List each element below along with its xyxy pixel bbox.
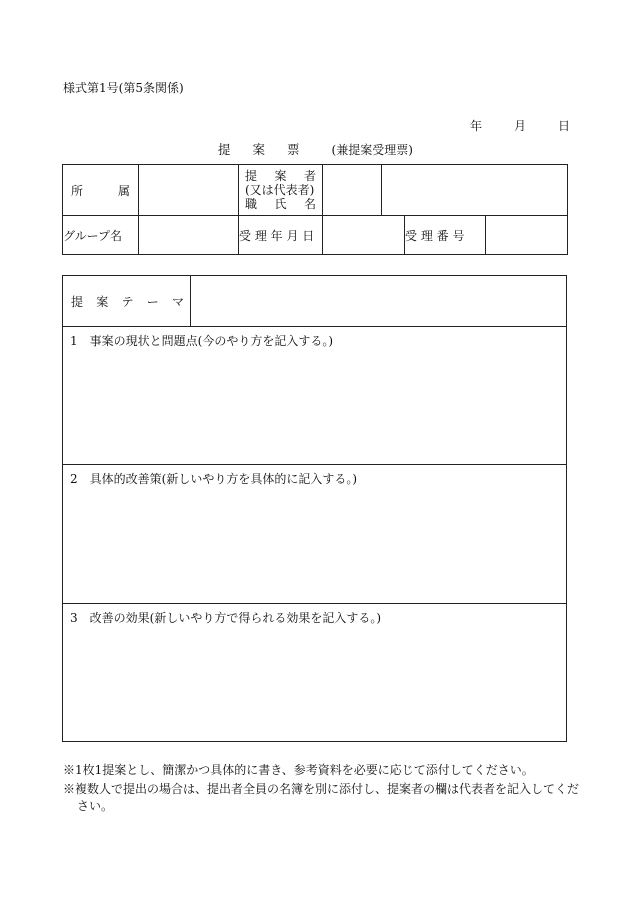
proposer-label-line3: [245, 197, 316, 211]
proposer-label-char: 職: [245, 197, 258, 211]
proposer-label-char: 者: [303, 169, 316, 183]
improvement-effect-section[interactable]: [62, 603, 567, 742]
year-label: 年: [470, 119, 483, 133]
received-number-input[interactable]: [486, 216, 568, 255]
group-name-input[interactable]: [139, 216, 239, 255]
affiliation-label-cell: [63, 165, 139, 216]
proposal-theme-row: [62, 275, 567, 327]
proposer-label-line2: (又は代表者): [245, 183, 315, 197]
theme-label-char: テ: [121, 294, 134, 309]
affiliation-label-char: 所: [71, 183, 84, 198]
theme-label-char: マ: [171, 294, 184, 309]
proposer-name-input[interactable]: [382, 165, 568, 216]
note-multiple-submitters: ※複数人で提出の場合は、提出者全員の名簿を別に添付し、提案者の欄は代表者を記入してください。: [63, 782, 580, 813]
form-title: [218, 143, 413, 157]
theme-label-char: 提: [71, 294, 84, 309]
received-number-label: 受 理 番 号: [405, 216, 486, 255]
date-line: [470, 119, 570, 133]
current-situation-heading: 1 事案の現状と問題点(今のやり方を記入する。): [70, 334, 333, 348]
proposer-title-input[interactable]: [323, 165, 382, 216]
affiliation-input[interactable]: [139, 165, 239, 216]
proposer-label-line1: [245, 169, 316, 183]
proposer-label-cell: [239, 165, 323, 216]
proposer-label-char: 氏: [274, 197, 287, 211]
improvement-plan-heading: 2 具体的改善策(新しいやり方を具体的に記入する。): [70, 472, 358, 486]
improvement-plan-section[interactable]: [62, 464, 567, 604]
info-table: [62, 164, 568, 255]
received-date-input[interactable]: [323, 216, 405, 255]
proposer-label-char: 名: [303, 197, 316, 211]
received-date-label: 受 理 年 月 日: [239, 216, 323, 255]
proposal-theme-label: [63, 276, 191, 326]
day-label: 日: [557, 119, 570, 133]
proposer-label-char: 案: [274, 169, 287, 183]
affiliation-label-char: 属: [117, 183, 130, 198]
current-situation-section[interactable]: [62, 326, 567, 465]
proposal-theme-input[interactable]: [192, 276, 566, 326]
month-label: 月: [513, 119, 526, 133]
theme-label-char: ー: [146, 294, 159, 309]
note-one-proposal: ※1枚1提案とし、簡潔かつ具体的に書き、参考資料を必要に応じて添付してください。: [63, 763, 534, 777]
proposer-label-char: 提: [245, 169, 258, 183]
theme-label-char: 案: [96, 294, 109, 309]
title-main: 提案票: [218, 142, 322, 157]
title-sub: (兼提案受理票): [331, 143, 413, 157]
improvement-effect-heading: 3 改善の効果(新しいやり方で得られる効果を記入する。): [70, 611, 382, 625]
form-number: 様式第1号(第5条関係): [63, 81, 184, 95]
group-name-label: グループ名: [63, 216, 139, 255]
